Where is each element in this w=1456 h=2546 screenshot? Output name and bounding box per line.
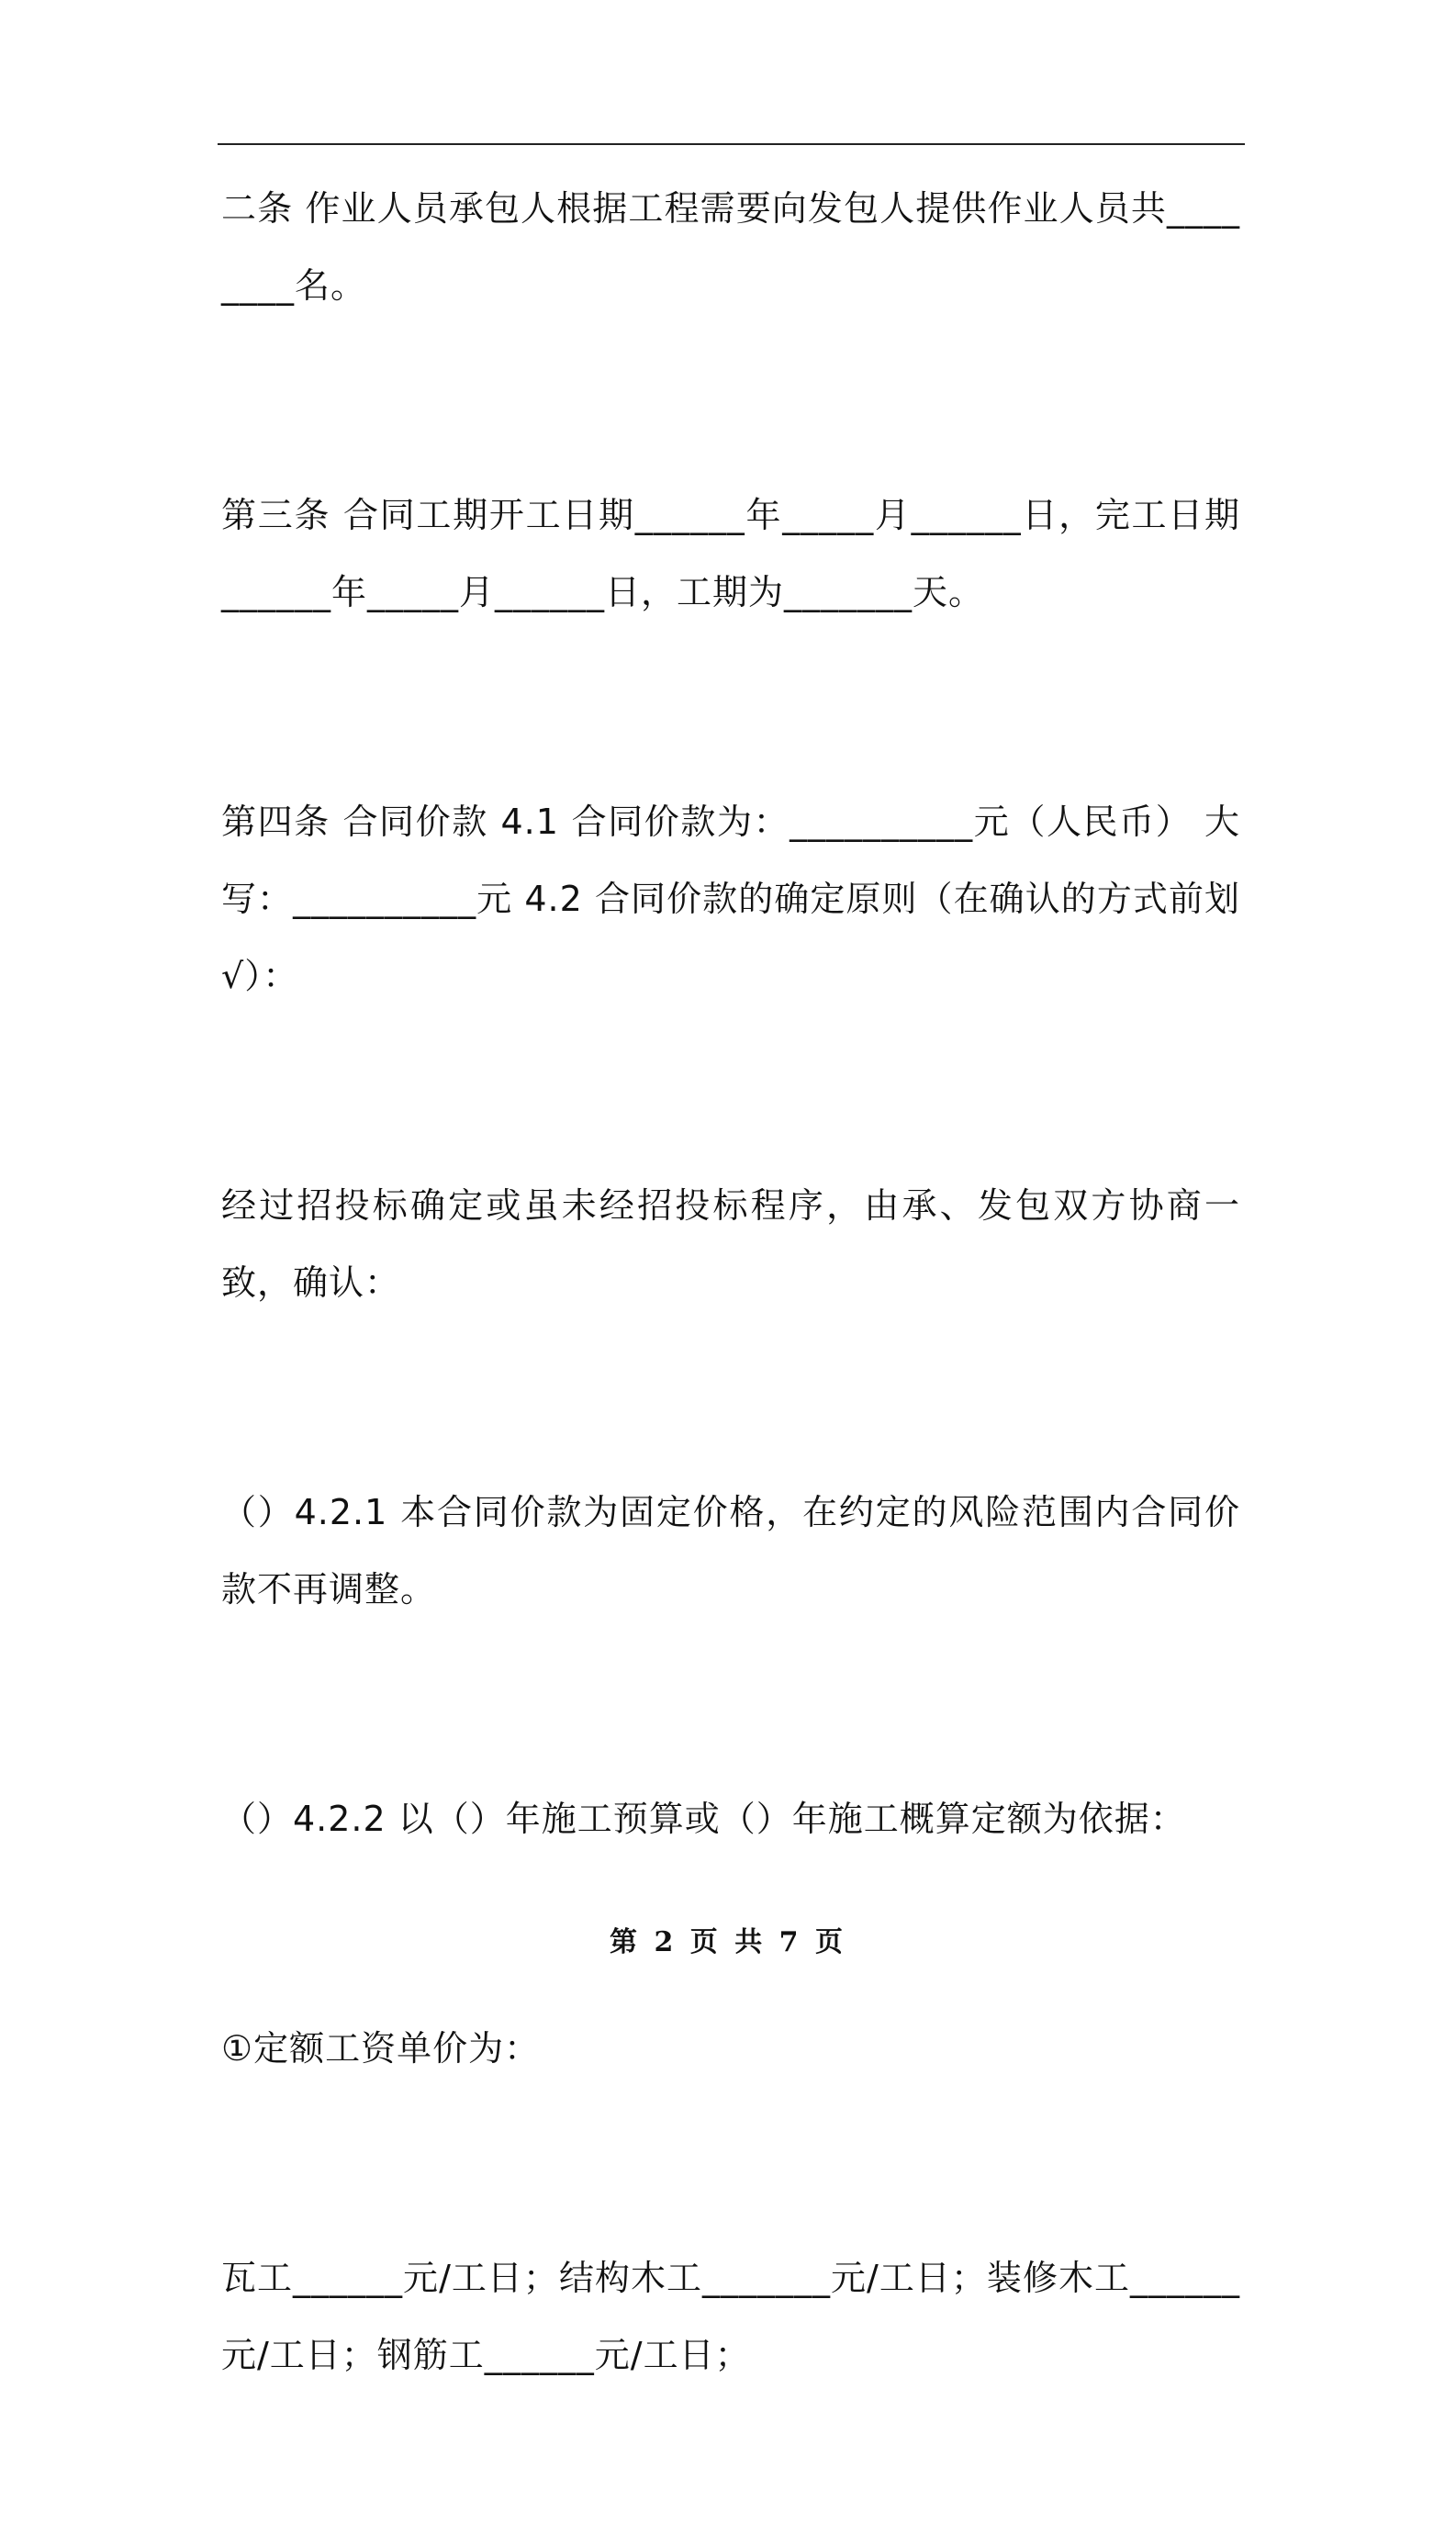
- page-number: 第 2 页 共 7 页: [610, 1926, 846, 1958]
- header-rule: [218, 143, 1245, 145]
- wage-rate-heading: ①定额工资单价为：: [221, 2028, 541, 2069]
- wage-rate-list: 瓦工______元/工日；结构木工_______元/工日；装修木工______元/工日；钢筋工______元/工日；: [221, 2258, 1240, 2375]
- document-body: [221, 170, 1240, 2546]
- price-basis-intro: 经过招投标确定或虽未经招投标程序，由承、发包双方协商一致，确认：: [221, 1185, 1240, 1303]
- clause-2-workers: 二条 作业人员承包人根据工程需要向发包人提供作业人员共________名。: [221, 188, 1240, 306]
- option-4-2-2: （）4.2.2 以（）年施工预算或（）年施工概算定额为依据：: [221, 1799, 1186, 1839]
- clause-4-price: 第四条 合同价款 4.1 合同价款为：__________元（人民币） 大写：__________元 4.2 合同价款的确定原则（在确认的方式前划√）：: [221, 802, 1240, 996]
- clause-3-duration: 第三条 合同工期开工日期______年_____月______日，完工日期______年_____月______日，工期为_______天。: [221, 495, 1240, 612]
- option-4-2-1: （）4.2.1 本合同价款为固定价格，在约定的风险范围内合同价款不再调整。: [221, 1492, 1240, 1609]
